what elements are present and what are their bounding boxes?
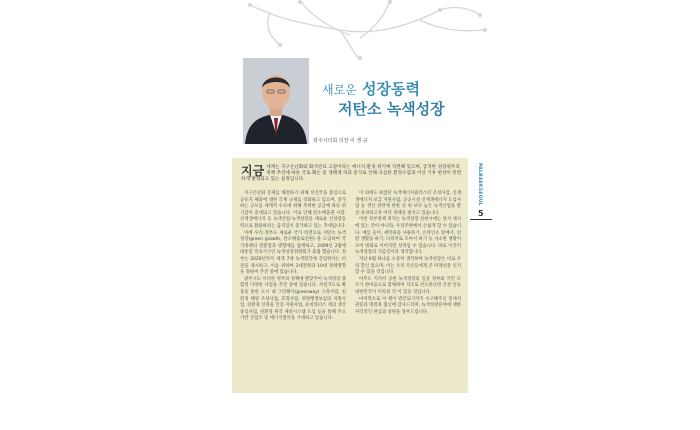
paragraph: 광주시도 이러한 정부의 정책에 발맞추어 녹색성장 종합적 다양한 사업을 추진 중에 있습니다. 자전거도로 확충을 통한 도시 내 그린웨이(greenway) 구축사업, 친환경 해양 조성사업, 효형사업, 위원행정보임의 지원사업, 친환경 신축을 인증 지원사업, 유비쿼터스 계의 생산 중심사업, 친환경 원격 제설시스템 도입 등을 통해 주요기반 산업조 및 에너지절약을 기대하고 있습니다. [240,276,346,322]
page-number: 5 [478,209,484,218]
section-sidebar [477,163,487,208]
paragraph: 이번 정부정책 취지는 녹색성장 실현시에는 앞서 제시에 있는 것이 아니라, 우리주변에서 손쉽게 할 수 있습니다. 예를 들어, 세탁용품 사용하기, 온라인쇼 앞에서, 친환 생활을 하기, 다리미로 모아서 하기 등 사소한 생활이 모여 변화로 이어지면 성적임 수 있습니다. 바로 이것이 녹색성장의 지름길이라 생각합니다. [355,217,461,256]
branch-illustration [240,0,490,60]
article-column-1 [240,191,346,323]
paragraph: 아무도 지켜서 공한 녹색성장의 길을 정부와 국민 모두가 한마음으로 함께하며 지조로 선도한다면 산천 일등 대한민국이 이룩될 것 이 있을 것입니다. [355,276,461,295]
section-label: PALBAEKSEOUL [477,163,482,206]
paragraph: 지구온난화 문제를 해결하기 위해 선진국을 중심으로 공유지 체출에 대한 국제 규제를 강화하고 있으며, 증가하는 규모를 세계적 수요에 위해 무취한 공급에 따른 위기감이 증대되고 있습니다. 이로 인해 탄소배출권 시장, 신재생에너지 등 녹색산업·녹색성장을 새로운 신성장동력으로 활용하려는 움직임이 증가하고 있는 추세입니다. [240,191,346,229]
article-column-2 [355,191,461,316]
paragraph: 마지막으로 이 책이 발간되기까지 수고해주신 전세서관분과 명절과 협산에 감사드리며, 녹색성장분야에 대한 자각적인 관심과 성원을 당부드립니다. [355,296,461,315]
title-prefix: 새로운 [322,83,357,97]
paragraph: 이에 우리 정부도 새로운 국가 비전으로 저탄소 녹색성장(green growth, 탄소배출로인한) 을 도입하여 국가정책의 전환점과 방향제를 탑재하고, 2009년 2월에 대통령 직속기구인 녹색성장위원회가 출범 했습니다. 정부는 2020년까지 세계 7대 녹색강국에 진입한다는 비전을 제시하고, 이를 위하여 3대전략과 10대 정책방향을 정하여 추진 중에 있습니다. [240,230,346,276]
paragraph: 이 외에도 최첨단 녹색에너지클러스터 조성사업, 신재생에너지 보급 지원사업, 공공시설 신재생에너지 도입사업 등 생산 관련에 관한 신 위 보다 높은 녹색산업을 발굴·육성하고자 여러 정책을 펼치고 있습니다. [355,191,461,216]
title-line-1 [322,78,420,99]
dropcap: 지금 [241,164,265,178]
page-number-rule [470,219,492,220]
lead-text: 세계는 지구온난화와 화석연료 고갈이라는 에너지·환경 위기에 직면해 있으며, 급격한 성장위주의 정책 추진에 따른 국토 훼손 및 생태계 파괴 증가로 인해 극심한 환경오염과 이상 기후 현상이 빈번하게 발생되고 있는 실정입니다. [241,165,462,183]
title-line-2: 저탄소 녹색성장 [338,100,445,118]
paragraph: 지난 6월 하나를 소중히 생각하여 녹색성장은 비로 우리 할인 있으며, 이는 우리 자손들에게 큰 미래선물 인지 할 수 있을 것입니다. [355,256,461,276]
portrait-photo [243,58,309,144]
title-highlight: 성장동력 [362,80,420,98]
lead-paragraph [241,165,463,184]
author-byline: 광주시의회 의장 이 생 규 [313,138,368,144]
